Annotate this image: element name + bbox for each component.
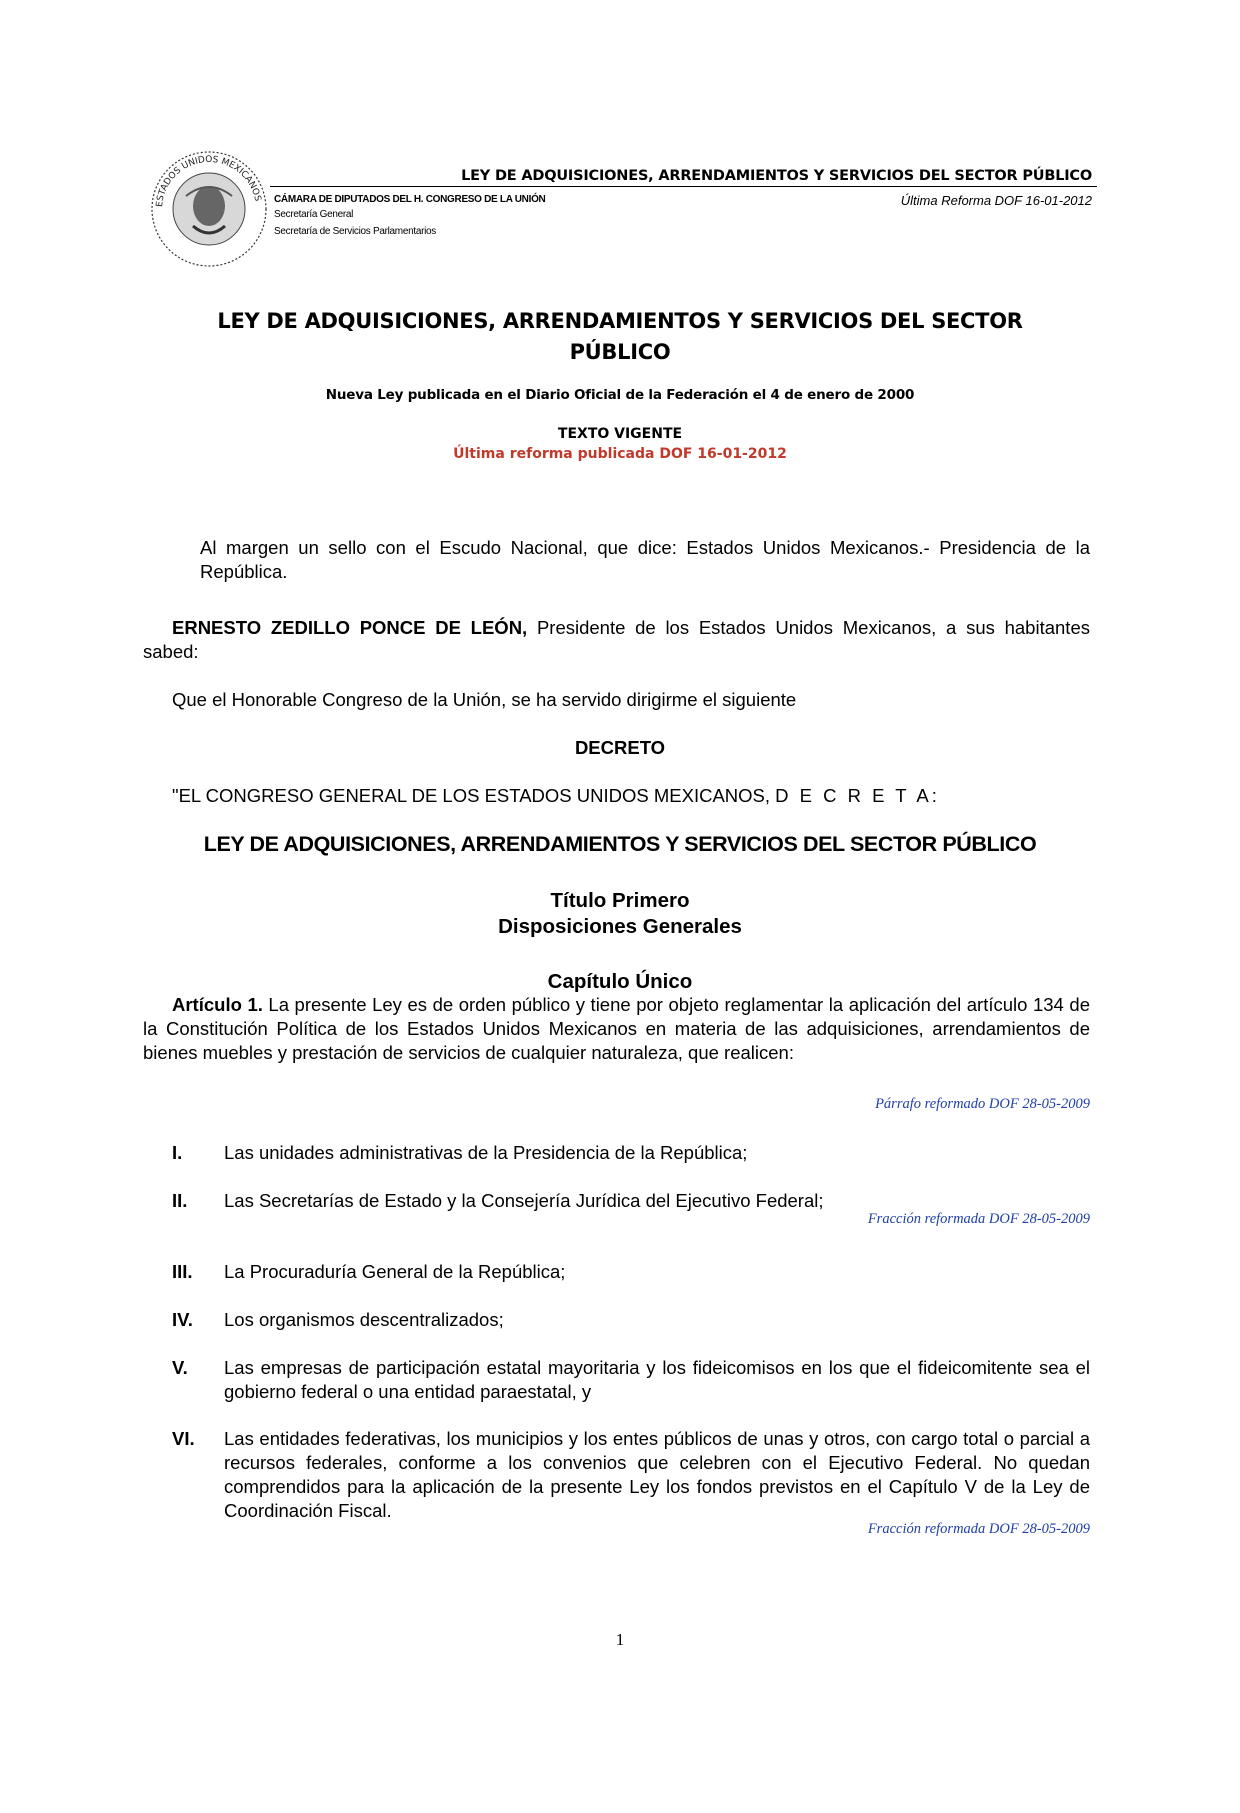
fraction-text: Las Secretarías de Estado y la Consejería Jurídica del Ejecutivo Federal; — [224, 1190, 824, 1211]
header-law-title: LEY DE ADQUISICIONES, ARRENDAMIENTOS Y SERVICIOS DEL SECTOR PÚBLICO — [461, 168, 1092, 184]
decreta-prefix: "EL CONGRESO GENERAL DE LOS ESTADOS UNIDOS MEXICANOS, — [172, 785, 771, 806]
fraction-number: I. — [172, 1142, 183, 1163]
page-number: 1 — [615, 1630, 625, 1649]
seal-lettering: ESTADOS UNIDOS MEXICANOS — [154, 154, 263, 208]
header-divider — [270, 186, 1097, 187]
fraction-number: V. — [172, 1357, 188, 1378]
president-text: Presidente de los Estados Unidos Mexicanos, a sus habitantes sabed: — [143, 617, 1090, 662]
header-institution: CÁMARA DE DIPUTADOS DEL H. CONGRESO DE LA UNIÓN — [274, 194, 546, 205]
fraction-text: Las entidades federativas, los municipios y los entes públicos de unas y otros, con cargo total o parcial a recursos federales, conforme a los convenios que celebren con el Ejecutivo Federal. No quedan comprendidos para la aplicación de la presente Ley los fondos previstos en el Capítulo V de la Ley de Coordinación Fiscal. — [224, 1428, 1090, 1521]
article-text: La presente Ley es de orden público y tiene por objeto reglamentar la aplicación del artículo 134 de la Constitución Política de los Estados Unidos Mexicanos en materia de las adquisiciones, arrendamientos de bienes muebles y prestación de servicios de cualquier naturaleza, que realicen: — [143, 994, 1090, 1063]
fraction-number: III. — [172, 1261, 193, 1282]
fraction-number: VI. — [172, 1428, 195, 1449]
president-paragraph — [143, 616, 1090, 664]
last-reform-label: Última reforma publicada DOF 16-01-2012 — [453, 446, 787, 462]
titulo-disposiciones: Disposiciones Generales — [498, 915, 742, 938]
header-servicios-parlamentarios: Secretaría de Servicios Parlamentarios — [274, 226, 437, 237]
law-title: LEY DE ADQUISICIONES, ARRENDAMIENTOS Y SERVICIOS DEL SECTOR PÚBLICO — [203, 832, 1037, 856]
president-name: ERNESTO ZEDILLO PONCE DE LEÓN, — [172, 617, 528, 638]
decreta-paragraph — [172, 784, 1072, 808]
titulo-heading — [300, 888, 940, 940]
fraction-text: Las unidades administrativas de la Presidencia de la República; — [224, 1142, 748, 1163]
publication-line: Nueva Ley publicada en el Diario Oficial de la Federación el 4 de enero de 2000 — [325, 387, 915, 403]
fraction-number: IV. — [172, 1309, 193, 1330]
reform-note-paragraph: Párrafo reformado DOF 28-05-2009 — [875, 1096, 1090, 1112]
header-last-reform: Última Reforma DOF 16-01-2012 — [900, 193, 1092, 208]
coat-of-arms-seal — [148, 148, 270, 270]
status-label: TEXTO VIGENTE — [557, 426, 683, 442]
reform-note-fraction-ii: Fracción reformada DOF 28-05-2009 — [867, 1211, 1090, 1227]
fraction-number: II. — [172, 1190, 188, 1211]
decreta-word: D E C R E T A: — [775, 785, 940, 806]
reform-note-fraction-vi: Fracción reformada DOF 28-05-2009 — [867, 1521, 1090, 1537]
titulo-primero: Título Primero — [550, 889, 690, 912]
congreso-paragraph: Que el Honorable Congreso de la Unión, se ha servido dirigirme el siguiente — [172, 689, 797, 710]
fraction-text: La Procuraduría General de la República; — [224, 1261, 566, 1282]
intro-paragraph: Al margen un sello con el Escudo Nacional, que dice: Estados Unidos Mexicanos.- Presidencia de la República. — [200, 537, 1090, 582]
decreto-heading: DECRETO — [574, 737, 666, 758]
fraction-text: Las empresas de participación estatal mayoritaria y los fideicomisos en los que el fideicomitente sea el gobierno federal o una entidad paraestatal, y — [224, 1357, 1090, 1402]
document-title: LEY DE ADQUISICIONES, ARRENDAMIENTOS Y SERVICIOS DEL SECTOR PÚBLICO — [217, 309, 1023, 364]
header-secretaria-general: Secretaría General — [274, 209, 354, 220]
article-label: Artículo 1. — [172, 994, 263, 1015]
article-1-paragraph — [143, 993, 1090, 1065]
fraction-text: Los organismos descentralizados; — [224, 1309, 504, 1330]
capitulo-heading: Capítulo Único — [547, 970, 693, 993]
